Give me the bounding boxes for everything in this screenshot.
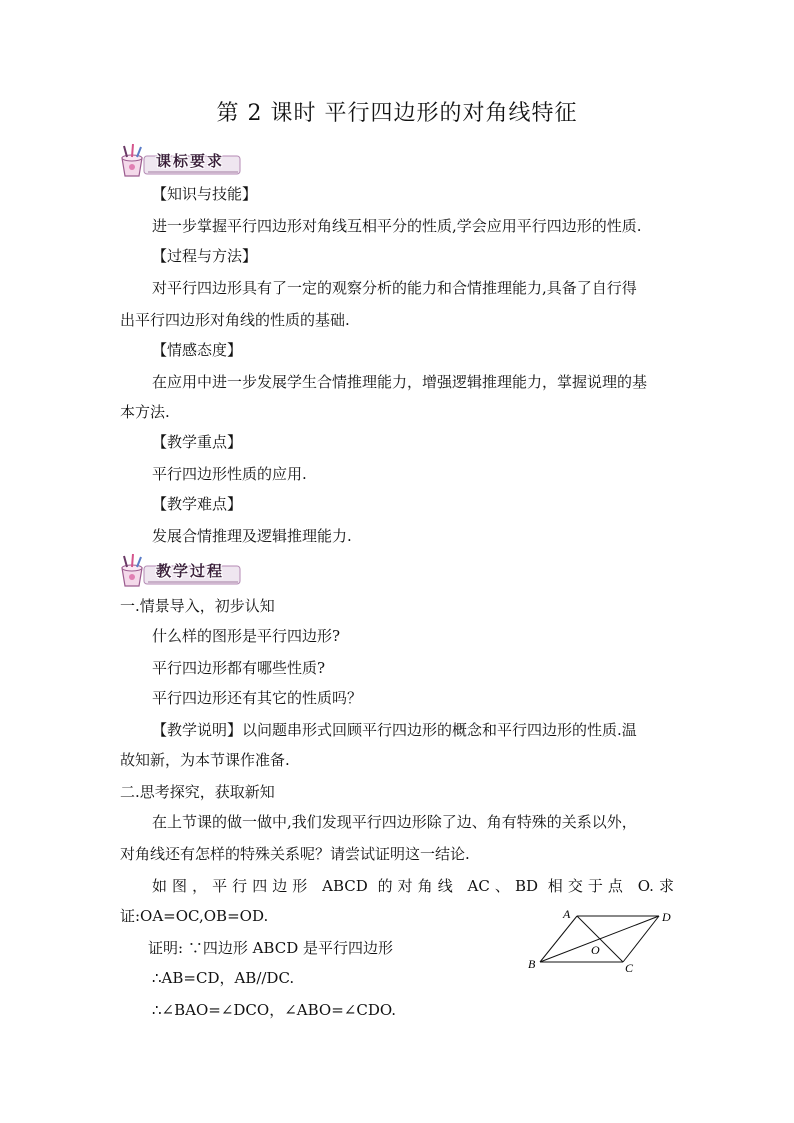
difficulty-text: 发展合情推理及逻辑推理能力. [152, 527, 352, 545]
parallelogram-figure [525, 906, 675, 976]
part2-heading: 二.思考探究，获取新知 [120, 783, 275, 801]
vertex-label-d: D [662, 910, 671, 924]
method-text-1: 对平行四边形具有了一定的观察分析的能力和合情推理能力,具备了自行得 [152, 279, 637, 297]
attitude-heading: 【情感态度】 [152, 341, 243, 359]
vertex-label-b: B [528, 957, 536, 971]
proof-line-1: 证明: ∵四边形 ABCD 是平行四边形 [148, 939, 393, 957]
problem-line-1: 如图，平行四边形 ABCD 的对角线 AC、BD 相交于点 O.求 [152, 877, 674, 895]
vertex-label-a: A [563, 907, 571, 921]
proof-line-3: ∴∠BAO=∠DCO，∠ABO=∠CDO. [152, 1001, 397, 1019]
difficulty-heading: 【教学难点】 [152, 495, 243, 513]
process-badge [118, 554, 248, 588]
teaching-note-2: 故知新，为本节课作准备. [120, 751, 290, 769]
knowledge-text: 进一步掌握平行四边形对角线互相平分的性质,学会应用平行四边形的性质. [152, 217, 642, 235]
attitude-text-1: 在应用中进一步发展学生合情推理能力，增强逻辑推理能力，掌握说理的基 [152, 373, 648, 391]
method-heading: 【过程与方法】 [152, 247, 258, 265]
question-3: 平行四边形还有其它的性质吗？ [152, 689, 363, 707]
paragraph-2: 对角线还有怎样的特殊关系呢？请尝试证明这一结论. [120, 845, 470, 863]
part1-heading: 一.情景导入，初步认知 [120, 597, 275, 615]
attitude-text-2: 本方法. [120, 403, 170, 421]
knowledge-heading: 【知识与技能】 [152, 185, 258, 203]
requirements-badge-label: 课标要求 [156, 152, 225, 170]
proof-line-2: ∴AB=CD，AB//DC. [152, 969, 295, 987]
question-1: 什么样的图形是平行四边形? [152, 627, 341, 645]
problem-line-2: 证:OA=OC,OB=OD. [120, 907, 269, 925]
process-badge-label: 教学过程 [156, 562, 225, 580]
paragraph-1: 在上节课的做一做中,我们发现平行四边形除了边、角有特殊的关系以外， [152, 813, 637, 831]
page-title: 第 2 课时 平行四边形的对角线特征 [216, 101, 578, 126]
intersection-label-o: O [591, 943, 600, 957]
requirements-badge [118, 144, 248, 178]
key-heading: 【教学重点】 [152, 433, 243, 451]
method-text-2: 出平行四边形对角线的性质的基础. [120, 311, 350, 329]
teaching-note-1: 【教学说明】以问题串形式回顾平行四边形的概念和平行四边形的性质.温 [152, 721, 637, 739]
question-2: 平行四边形都有哪些性质? [152, 659, 326, 677]
key-text: 平行四边形性质的应用. [152, 465, 307, 483]
vertex-label-c: C [625, 961, 634, 975]
